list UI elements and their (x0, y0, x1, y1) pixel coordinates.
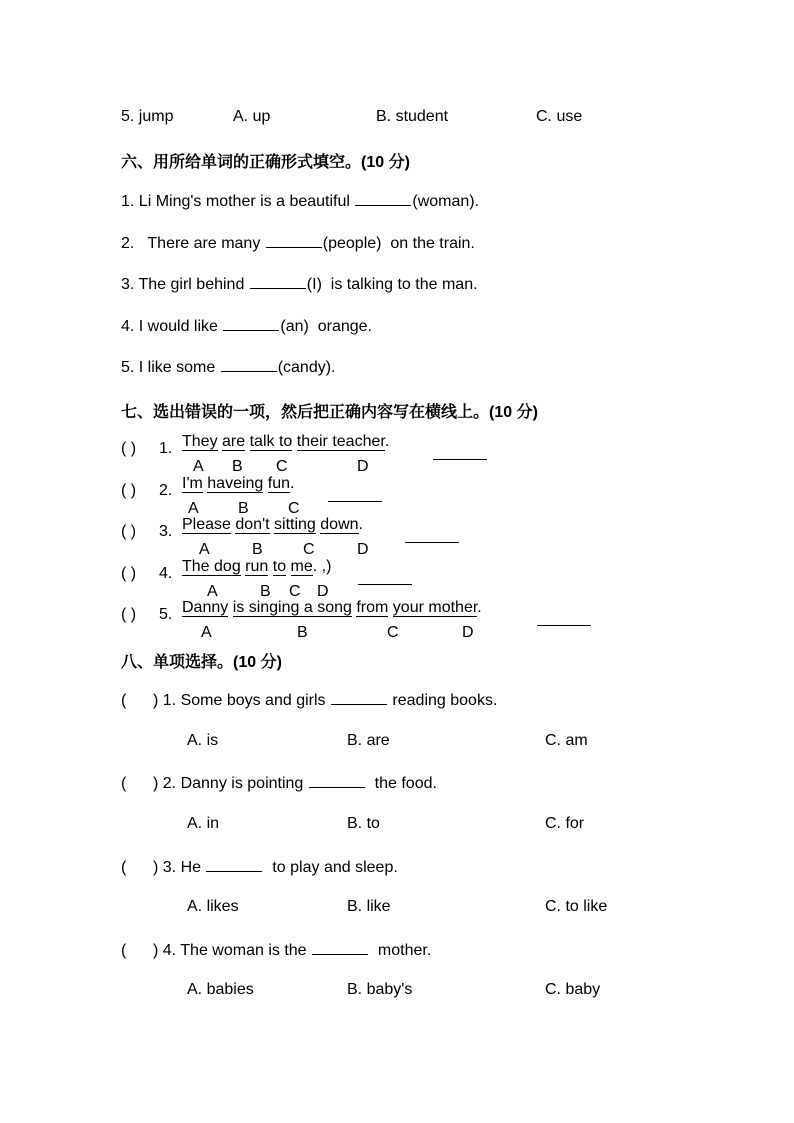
letter-c: C (276, 458, 288, 475)
sec7-item-4-sentence (182, 558, 331, 576)
sec6-item-4 (121, 316, 372, 336)
answer-blank (331, 690, 387, 705)
letter-d: D (317, 583, 329, 600)
q5-option-a[interactable]: A. up (233, 108, 271, 125)
sec8-item-3-option-c[interactable]: C. to like (545, 898, 608, 915)
sec8-item-1-text: 1. Some boys and girls (162, 692, 330, 709)
sec8-item-4-option-b[interactable]: B. baby's (347, 981, 413, 998)
sec8-item-3-option-a[interactable]: A. likes (187, 898, 239, 915)
letter-b: B (232, 458, 243, 475)
letter-c: C (387, 624, 399, 641)
option-d-part: me (290, 558, 313, 575)
sec7-item-1-sentence (182, 433, 389, 451)
letter-c: C (289, 583, 301, 600)
letter-c: C (303, 541, 315, 558)
letter-a: A (207, 583, 218, 600)
sentence-end: . (384, 433, 390, 450)
sec8-item-4-text-end: mother. (369, 942, 432, 959)
sec7-item-3-paren[interactable]: ( ) (121, 523, 137, 540)
sec7-item-5-paren[interactable]: ( ) (121, 606, 137, 623)
correction-blank[interactable] (405, 528, 459, 543)
correction-blank[interactable] (328, 487, 382, 502)
answer-blank (206, 857, 262, 872)
sec7-item-3-number: 3. (159, 523, 173, 540)
option-a-part: Please (182, 516, 231, 533)
sec6-item-3 (121, 274, 478, 294)
correction-blank[interactable] (537, 611, 591, 626)
sec8-item-3-text-end: to play and sleep. (263, 859, 398, 876)
sec8-item-1-option-b[interactable]: B. are (347, 732, 390, 749)
sec6-item-1-text: 1. Li Ming's mother is a beautiful (121, 193, 355, 210)
option-a-part: I'm (182, 475, 203, 492)
sec6-item-1 (121, 191, 479, 211)
sec7-item-4-paren[interactable]: ( ) (121, 565, 137, 582)
sec7-item-5-number: 5. (159, 606, 173, 623)
sec7-item-2-paren[interactable]: ( ) (121, 482, 137, 499)
sentence-end: . (477, 599, 482, 616)
sec7-item-2-sentence (182, 475, 294, 493)
sec8-item-4-option-a[interactable]: A. babies (187, 981, 254, 998)
sec8-item-3-option-b[interactable]: B. like (347, 898, 391, 915)
option-c-part: to (272, 558, 287, 575)
sec6-item-5 (121, 357, 336, 377)
letter-b: B (260, 583, 271, 600)
option-b-part: haveing (207, 475, 264, 492)
sec8-item-2 (121, 773, 437, 793)
option-d-part: their teacher (296, 433, 385, 450)
sec8-item-4-option-c[interactable]: C. baby (545, 981, 601, 998)
section-8-title: 八、单项选择。(10 分) (121, 654, 282, 671)
sec6-item-3-text: 3. The girl behind (121, 276, 249, 293)
answer-paren[interactable]: ( ) (121, 942, 159, 959)
sec8-item-2-option-b[interactable]: B. to (347, 815, 380, 832)
sec8-item-1-text-end: reading books. (387, 692, 498, 709)
letter-b: B (238, 500, 249, 517)
option-a-part: They (182, 433, 218, 450)
letter-c: C (288, 500, 300, 517)
sec7-item-1-paren[interactable]: ( ) (121, 440, 137, 457)
sec7-item-4-number: 4. (159, 565, 173, 582)
sec8-item-2-text-end: the food. (365, 775, 437, 792)
letter-d: D (357, 458, 369, 475)
option-b-part: is singing a song (232, 599, 352, 616)
sec8-item-2-option-c[interactable]: C. for (545, 815, 585, 832)
answer-blank[interactable] (250, 274, 306, 289)
letter-d: D (462, 624, 474, 641)
option-b-part: are (222, 433, 246, 450)
sec8-item-1-option-a[interactable]: A. is (187, 732, 219, 749)
sec6-item-4-hint: (an) orange. (280, 318, 372, 335)
answer-paren[interactable]: ( ) (121, 859, 159, 876)
letter-b: B (297, 624, 308, 641)
sec7-item-3-sentence (182, 516, 363, 534)
sec6-item-2 (121, 233, 475, 253)
letter-b: B (252, 541, 263, 558)
sec6-item-1-hint: (woman). (412, 193, 480, 210)
option-b-part: run (245, 558, 269, 575)
option-d-part: your mother (392, 599, 478, 616)
sec8-item-2-text: 2. Danny is pointing (162, 775, 308, 792)
sec6-item-2-hint: (people) on the train. (322, 235, 475, 252)
sec8-item-3-text: 3. He (162, 859, 206, 876)
sentence-end: . (290, 475, 295, 492)
answer-blank (309, 773, 365, 788)
sec8-item-2-option-a[interactable]: A. in (187, 815, 220, 832)
option-c-part: fun (267, 475, 291, 492)
answer-paren[interactable]: ( ) (121, 692, 159, 709)
letter-a: A (199, 541, 210, 558)
option-d-part: down (320, 516, 359, 533)
option-c-part: talk to (249, 433, 293, 450)
sec8-item-3 (121, 857, 398, 877)
sec6-item-4-text: 4. I would like (121, 318, 223, 335)
option-c-part: from (356, 599, 389, 616)
letter-a: A (188, 500, 199, 517)
sec6-item-5-hint: (candy). (277, 359, 336, 376)
sec8-item-4-text: 4. The woman is the (162, 942, 312, 959)
q5-option-b[interactable]: B. student (376, 108, 449, 125)
q5-number: 5. jump (121, 108, 174, 125)
answer-blank[interactable] (221, 357, 277, 372)
sec8-item-4 (121, 940, 431, 960)
answer-blank[interactable] (266, 233, 322, 248)
option-a-part: The dog (182, 558, 241, 575)
letter-d: D (357, 541, 369, 558)
letter-a: A (193, 458, 204, 475)
sec7-item-2-number: 2. (159, 482, 173, 499)
answer-paren[interactable]: ( ) (121, 775, 159, 792)
sec8-item-1-option-c[interactable]: C. am (545, 732, 588, 749)
answer-blank[interactable] (223, 316, 279, 331)
sentence-end: . (358, 516, 363, 533)
correction-blank[interactable] (433, 445, 487, 460)
section-7-title: 七、选出错误的一项，然后把正确内容写在横线上。(10 分) (121, 404, 538, 421)
section-6-title: 六、用所给单词的正确形式填空。(10 分) (121, 154, 410, 171)
sec6-item-2-text: 2. There are many (121, 235, 265, 252)
letter-a: A (201, 624, 212, 641)
sec7-item-5-sentence (182, 599, 482, 617)
q5-option-c[interactable]: C. use (536, 108, 583, 125)
sec7-item-1-number: 1. (159, 440, 173, 457)
sec6-item-3-hint: (I) is talking to the man. (306, 276, 478, 293)
correction-blank[interactable] (358, 570, 412, 585)
sentence-end: . ,) (312, 558, 332, 575)
answer-blank (312, 940, 368, 955)
option-c-part: sitting (274, 516, 316, 533)
sec8-item-1 (121, 690, 497, 710)
answer-blank[interactable] (355, 191, 411, 206)
sec6-item-5-text: 5. I like some (121, 359, 220, 376)
option-b-part: don't (235, 516, 270, 533)
option-a-part: Danny (182, 599, 229, 616)
